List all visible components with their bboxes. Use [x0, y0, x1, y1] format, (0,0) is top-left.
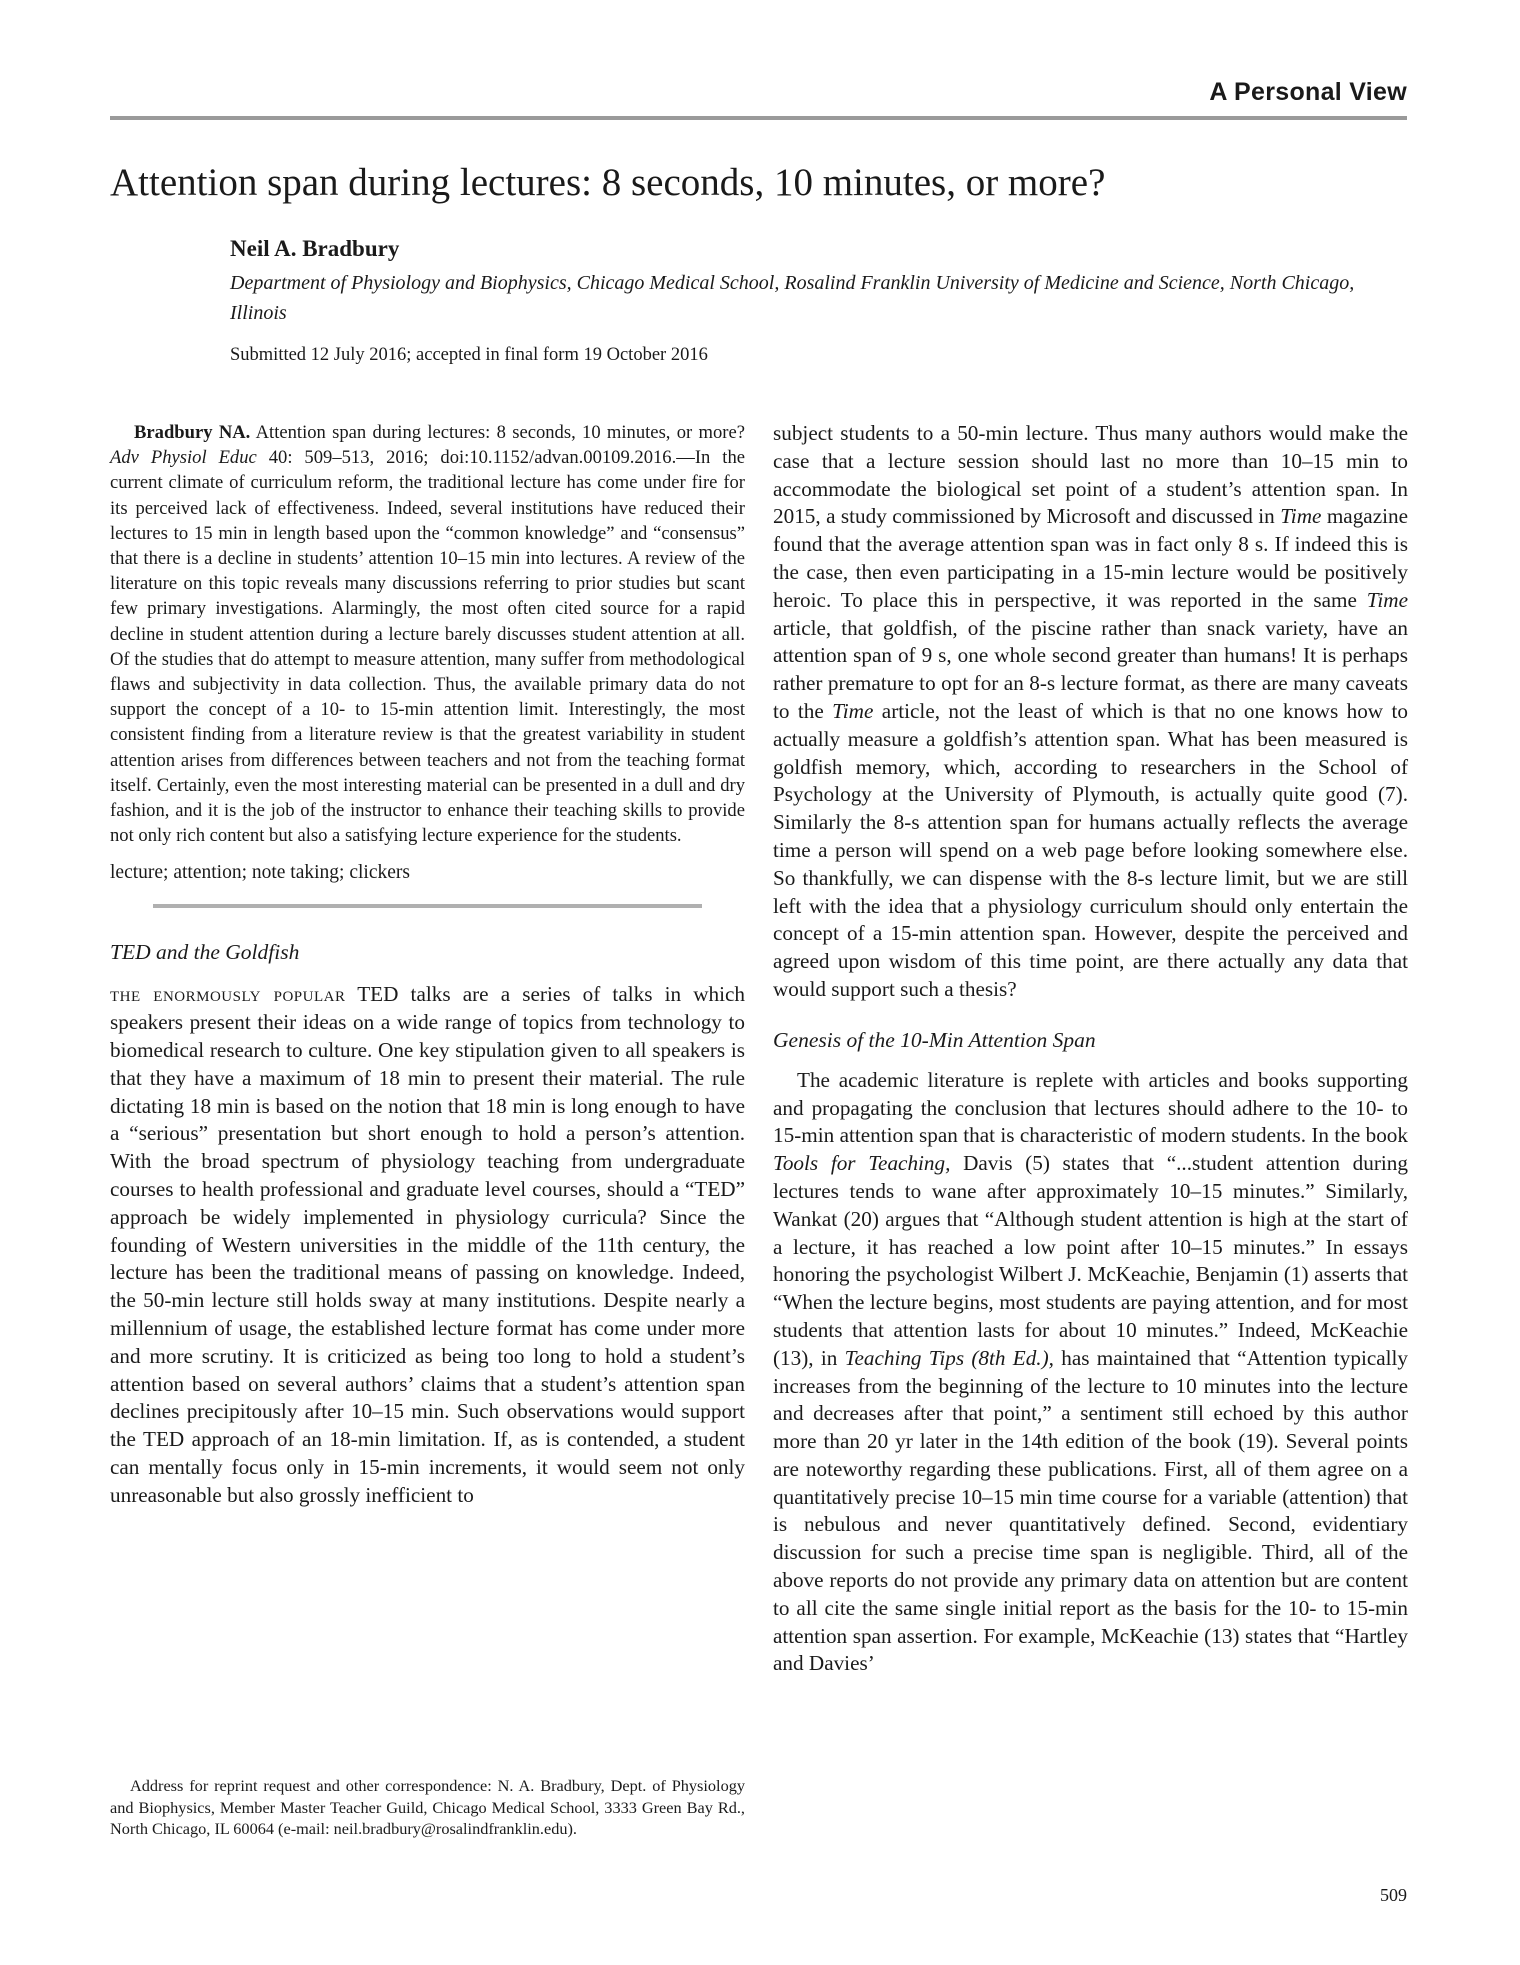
abstract-citation-details: 40: 509–513, 2016; doi:10.1152/advan.00109.2016. — [256, 447, 677, 469]
continued-text-3: article, that goldfish, of the piscine rather than snack variety, have an attention span of 9 s, one whole second greater than humans! It is perhaps rather premature to opt for an 8-s lecture format, as there are many caveats to the — [773, 615, 1408, 723]
page-number: 509 — [1380, 1885, 1407, 1905]
abstract-text: —In the current climate of curriculum reform, the traditional lecture has come under fire for its perceived lack of effectiveness. Indeed, several institutions have reduced their lectures to 15 min in length based upon the “common knowledge” and “consensus” that there is a decline in students’ attention 10–15 min into lectures. A review of the literature on this topic reveals many discussions referring to prior studies but scant few primary investigations. Alarmingly, the most often cited source for a rapid decline in student attention during a lecture barely discusses student attention at all. Of the studies that do attempt to measure attention, many suffer from methodological flaws and subjectivity in data collection. Thus, the available primary data do not support the concept of a 10- to 15-min attention limit. Interestingly, the most consistent finding from a literature review is that the greatest variability in student attention arises from differences between teachers and not from the teaching format itself. Certainly, even the most interesting material can be presented in a dull and dry fashion, and it is the job of the instructor to enhance their teaching skills to provide not only rich content but also a satisfying lecture experience for the students. — [110, 447, 745, 847]
section-genesis-paragraph — [773, 1067, 1408, 1679]
abstract-citation-author: Bradbury NA. — [134, 422, 251, 443]
magazine-name: Time — [1366, 587, 1408, 612]
keywords: lecture; attention; note taking; clickers — [110, 862, 410, 884]
section-heading-ted: TED and the Goldfish — [110, 940, 300, 965]
book-title: Tools for Teaching, — [773, 1151, 951, 1176]
correspondence-footnote: Address for reprint request and other correspondence: N. A. Bradbury, Dept. of Physiology and Biophysics, Member Master Teacher Guild, Chicago Medical School, 3333 Green Bay Rd., North Chicago, IL 60064 (e-mail: neil.bradbury@rosalindfranklin.edu). — [110, 1776, 745, 1838]
author-affiliation: Department of Physiology and Biophysics, Chicago Medical School, Rosalind Franklin University of Medicine and Science, North Chicago, Illinois — [230, 272, 1355, 324]
article-title: Attention span during lectures: 8 seconds, 10 minutes, or more? — [110, 161, 1106, 204]
continued-text-2: magazine found that the average attention span was in fact only 8 s. If indeed this is the case, then even participating in a 15-min lecture would be positively heroic. To place this in perspective, it was reported in the same — [773, 504, 1408, 612]
left-column — [110, 420, 745, 1510]
magazine-name: Time — [1280, 504, 1322, 529]
right-column — [773, 420, 1408, 1678]
genesis-text-2: Davis (5) states that “...student attention during lectures tends to wane after approximately 10–15 minutes.” Similarly, Wankat (20) argues that “Although student attention is high at the start of a lecture, it has reached a low point after 10–15 minutes.” In essays honoring the psychologist Wilbert J. McKeachie, Benjamin (1) asserts that “When the lecture begins, most students are paying attention, and for most students that attention lasts for about 10 minutes.” Indeed, McKeachie (13), in — [773, 1151, 1408, 1370]
header-divider — [110, 116, 1407, 120]
genesis-text-3: has maintained that “Attention typically increases from the beginning of the lecture to 10 minutes into the lecture and decreases after that point,” a sentiment still echoed by this author more than 20 yr later in the 14th edition of the book (19). Several points are noteworthy regarding these publications. First, all of them agree on a quantitatively precise 10–15 min time course for a variable (attention) that is nebulous and never quantitatively defined. Second, evidentiary discussion for such a precise time span is negligible. Third, all of the above reports do not provide any primary data on attention but are content to all cite the same single initial report as the basis for the 10- to 15-min attention span assertion. For example, McKeachie (13) states that “Hartley and Davies’ — [773, 1345, 1409, 1676]
abstract-journal: Adv Physiol Educ — [110, 447, 257, 469]
abstract-citation-title: Attention span during lectures: 8 seconds, 10 minutes, or more? — [250, 422, 745, 443]
abstract-divider — [153, 904, 702, 908]
section-heading-genesis: Genesis of the 10-Min Attention Span — [773, 1027, 1096, 1052]
magazine-name: Time — [832, 698, 874, 723]
lead-in-smallcaps: the enormously popular — [110, 982, 346, 1007]
continued-text-4: article, not the least of which is that no one knows how to actually measure a goldfish’s attention span. What has been measured is goldfish memory, which, according to researchers in the School of Psychology at the University of Plymouth, is actually quite good (7). Similarly the 8-s attention span for humans actually reflects the average time a person will spend on a web page before looking somewhere else. So thankfully, we can dispense with the 8-s lecture limit, but we are still left with the idea that a physiology curriculum should only entertain the concept of a 15-min attention span. However, despite the perceived and agreed upon wisdom of this time point, are there actually any data that would support such a thesis? — [773, 698, 1408, 1001]
book-title: Teaching Tips (8th Ed.), — [844, 1345, 1054, 1370]
submission-dates: Submitted 12 July 2016; accepted in final form 19 October 2016 — [230, 345, 708, 365]
section-label: A Personal View — [1209, 78, 1407, 106]
abstract — [110, 420, 745, 848]
section-ted-text: TED talks are a series of talks in which speakers present their ideas on a wide range of topics from technology to biomedical research to culture. One key stipulation given to all speakers is that they have a maximum of 18 min to present their material. The rule dictating 18 min is based on the notion that 18 min is long enough to have a “serious” presentation but short enough to hold a person’s attention. With the broad spectrum of physiology teaching from undergraduate courses to health professional and graduate level courses, should a “TED” approach be widely implemented in physiology curricula? Since the founding of Western universities in the middle of the 11th century, the lecture has been the traditional means of passing on knowledge. Indeed, the 50-min lecture still holds sway at many institutions. Despite nearly a millennium of usage, the established lecture format has come under more and more scrutiny. It is criticized as being too long to hold a student’s attention based on several authors’ claims that a student’s attention span declines precipitously after 10–15 min. Such observations would support the TED approach of an 18-min limitation. If, as is contended, a student can mentally focus only in 15-min increments, it would seem not only unreasonable but also grossly inefficient to — [110, 982, 745, 1507]
section-ted-continued — [773, 420, 1408, 1004]
section-ted-paragraph — [110, 981, 745, 1509]
genesis-text-1: The academic literature is replete with articles and books supporting and propagating the conclusion that lectures should adhere to the 10- to 15-min attention span that is characteristic of modern students. In the book — [773, 1067, 1408, 1148]
continued-text-1: subject students to a 50-min lecture. Thus many authors would make the case that a lecture session should last no more than 10–15 min to accommodate the biological set point of a student’s attention span. In 2015, a study commissioned by Microsoft and discussed in — [773, 421, 1408, 529]
author-name: Neil A. Bradbury — [230, 236, 400, 261]
